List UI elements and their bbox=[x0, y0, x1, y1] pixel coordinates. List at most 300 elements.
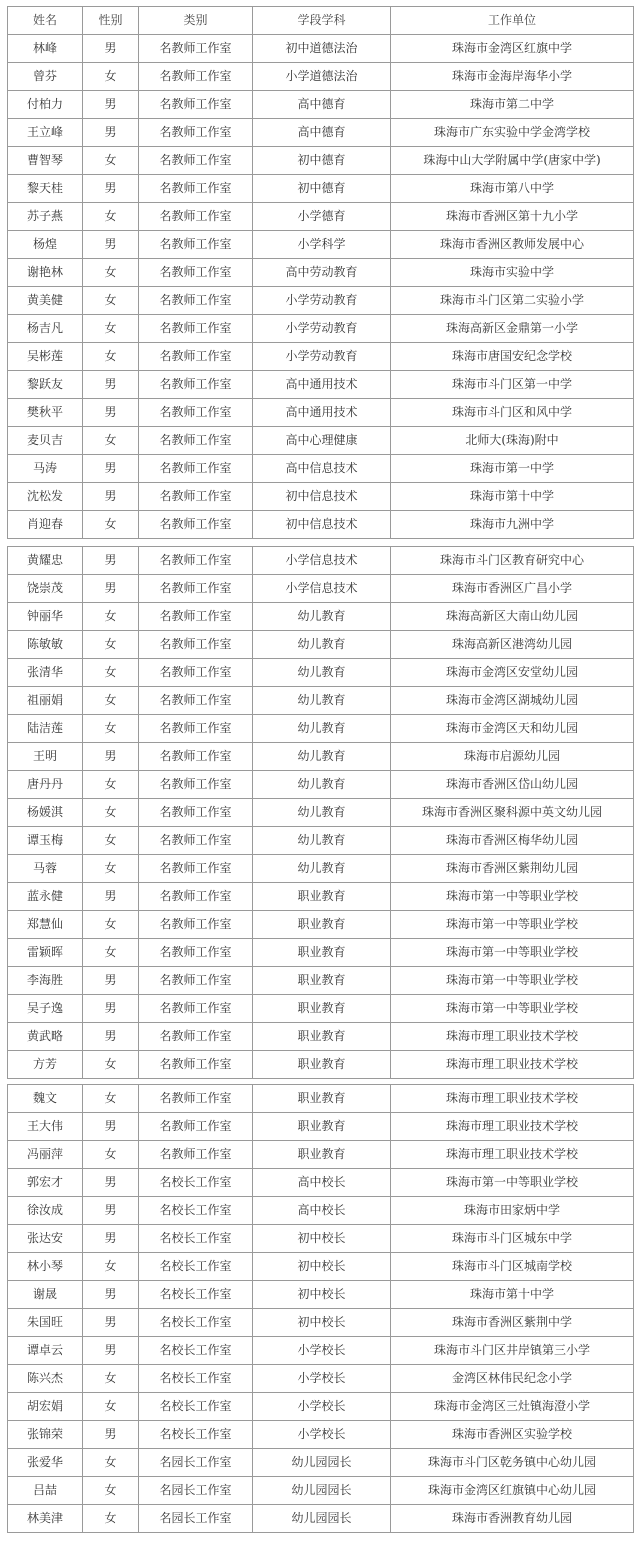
cell-subject: 小学劳动教育 bbox=[253, 315, 391, 343]
cell-workplace: 珠海市广东实验中学金湾学校 bbox=[391, 119, 634, 147]
cell-workplace: 珠海市香洲区聚科源中英文幼儿园 bbox=[391, 799, 634, 827]
cell-workplace: 珠海市香洲区紫荆中学 bbox=[391, 1309, 634, 1337]
table-row bbox=[8, 1309, 634, 1337]
table-row bbox=[8, 883, 634, 911]
cell-category: 名教师工作室 bbox=[139, 799, 253, 827]
cell-category: 名教师工作室 bbox=[139, 827, 253, 855]
cell-workplace: 珠海市斗门区乾务镇中心幼儿园 bbox=[391, 1449, 634, 1477]
cell-gender: 男 bbox=[83, 119, 139, 147]
cell-subject: 高中校长 bbox=[253, 1197, 391, 1225]
cell-name: 马涛 bbox=[8, 455, 83, 483]
table-row bbox=[8, 1421, 634, 1449]
cell-category: 名教师工作室 bbox=[139, 63, 253, 91]
cell-gender: 女 bbox=[83, 771, 139, 799]
cell-workplace: 珠海市金湾区安堂幼儿园 bbox=[391, 659, 634, 687]
cell-subject: 初中德育 bbox=[253, 147, 391, 175]
cell-subject: 小学信息技术 bbox=[253, 575, 391, 603]
cell-subject: 职业教育 bbox=[253, 1085, 391, 1113]
cell-subject: 初中校长 bbox=[253, 1309, 391, 1337]
cell-subject: 小学道德法治 bbox=[253, 63, 391, 91]
cell-category: 名教师工作室 bbox=[139, 547, 253, 575]
cell-gender: 男 bbox=[83, 967, 139, 995]
cell-subject: 高中通用技术 bbox=[253, 371, 391, 399]
table-row bbox=[8, 1365, 634, 1393]
table-row bbox=[8, 315, 634, 343]
cell-subject: 初中信息技术 bbox=[253, 483, 391, 511]
cell-subject: 初中德育 bbox=[253, 175, 391, 203]
table-row bbox=[8, 63, 634, 91]
cell-category: 名教师工作室 bbox=[139, 771, 253, 799]
cell-gender: 女 bbox=[83, 343, 139, 371]
cell-subject: 幼儿园园长 bbox=[253, 1449, 391, 1477]
cell-category: 名园长工作室 bbox=[139, 1505, 253, 1533]
cell-category: 名教师工作室 bbox=[139, 427, 253, 455]
cell-category: 名教师工作室 bbox=[139, 995, 253, 1023]
cell-workplace: 珠海市斗门区井岸镇第三小学 bbox=[391, 1337, 634, 1365]
cell-category: 名教师工作室 bbox=[139, 855, 253, 883]
cell-name: 雷颖晖 bbox=[8, 939, 83, 967]
table-row bbox=[8, 1169, 634, 1197]
table-row bbox=[8, 687, 634, 715]
cell-gender: 女 bbox=[83, 1253, 139, 1281]
cell-gender: 女 bbox=[83, 1477, 139, 1505]
cell-subject: 高中德育 bbox=[253, 119, 391, 147]
cell-name: 马蓉 bbox=[8, 855, 83, 883]
table-row bbox=[8, 1477, 634, 1505]
cell-name: 谭卓云 bbox=[8, 1337, 83, 1365]
cell-category: 名教师工作室 bbox=[139, 1085, 253, 1113]
cell-workplace: 珠海市唐国安纪念学校 bbox=[391, 343, 634, 371]
cell-name: 王大伟 bbox=[8, 1113, 83, 1141]
table-row bbox=[8, 175, 634, 203]
cell-category: 名教师工作室 bbox=[139, 1113, 253, 1141]
table-row bbox=[8, 1253, 634, 1281]
cell-gender: 男 bbox=[83, 1197, 139, 1225]
cell-workplace: 珠海市香洲教育幼儿园 bbox=[391, 1505, 634, 1533]
roster-table-block-1 bbox=[7, 6, 634, 539]
cell-category: 名教师工作室 bbox=[139, 455, 253, 483]
cell-category: 名校长工作室 bbox=[139, 1169, 253, 1197]
cell-workplace: 珠海市金海岸海华小学 bbox=[391, 63, 634, 91]
cell-name: 林美津 bbox=[8, 1505, 83, 1533]
cell-workplace: 珠海市第一中等职业学校 bbox=[391, 1169, 634, 1197]
table-row bbox=[8, 631, 634, 659]
cell-category: 名教师工作室 bbox=[139, 1023, 253, 1051]
cell-subject: 幼儿教育 bbox=[253, 771, 391, 799]
table-row bbox=[8, 1337, 634, 1365]
cell-name: 林峰 bbox=[8, 35, 83, 63]
cell-workplace: 北师大(珠海)附中 bbox=[391, 427, 634, 455]
table-row bbox=[8, 455, 634, 483]
cell-name: 张达安 bbox=[8, 1225, 83, 1253]
cell-workplace: 珠海市斗门区和风中学 bbox=[391, 399, 634, 427]
cell-name: 祖丽娟 bbox=[8, 687, 83, 715]
cell-subject: 小学劳动教育 bbox=[253, 287, 391, 315]
table-row bbox=[8, 1505, 634, 1533]
cell-subject: 高中劳动教育 bbox=[253, 259, 391, 287]
cell-subject: 职业教育 bbox=[253, 1023, 391, 1051]
cell-category: 名教师工作室 bbox=[139, 687, 253, 715]
cell-gender: 女 bbox=[83, 1365, 139, 1393]
table-row bbox=[8, 483, 634, 511]
cell-subject: 职业教育 bbox=[253, 967, 391, 995]
cell-gender: 男 bbox=[83, 575, 139, 603]
cell-category: 名校长工作室 bbox=[139, 1225, 253, 1253]
cell-gender: 男 bbox=[83, 399, 139, 427]
cell-category: 名校长工作室 bbox=[139, 1281, 253, 1309]
cell-subject: 小学校长 bbox=[253, 1421, 391, 1449]
table-row bbox=[8, 967, 634, 995]
cell-name: 吴彬莲 bbox=[8, 343, 83, 371]
cell-category: 名教师工作室 bbox=[139, 315, 253, 343]
cell-category: 名教师工作室 bbox=[139, 483, 253, 511]
cell-category: 名教师工作室 bbox=[139, 343, 253, 371]
table-row bbox=[8, 1225, 634, 1253]
cell-name: 吕喆 bbox=[8, 1477, 83, 1505]
cell-workplace: 珠海市斗门区城东中学 bbox=[391, 1225, 634, 1253]
cell-gender: 男 bbox=[83, 743, 139, 771]
table-row bbox=[8, 399, 634, 427]
cell-category: 名教师工作室 bbox=[139, 91, 253, 119]
cell-workplace: 珠海市香洲区梅华幼儿园 bbox=[391, 827, 634, 855]
cell-gender: 男 bbox=[83, 1169, 139, 1197]
cell-workplace: 珠海市金湾区天和幼儿园 bbox=[391, 715, 634, 743]
cell-subject: 高中校长 bbox=[253, 1169, 391, 1197]
cell-name: 徐汝成 bbox=[8, 1197, 83, 1225]
cell-category: 名教师工作室 bbox=[139, 35, 253, 63]
cell-gender: 男 bbox=[83, 995, 139, 1023]
roster-table-block-2 bbox=[7, 546, 634, 1079]
cell-subject: 小学德育 bbox=[253, 203, 391, 231]
cell-category: 名教师工作室 bbox=[139, 575, 253, 603]
cell-name: 杨媛淇 bbox=[8, 799, 83, 827]
cell-workplace: 珠海市斗门区第二实验小学 bbox=[391, 287, 634, 315]
cell-workplace: 珠海市香洲区紫荆幼儿园 bbox=[391, 855, 634, 883]
cell-name: 苏子燕 bbox=[8, 203, 83, 231]
cell-category: 名校长工作室 bbox=[139, 1197, 253, 1225]
cell-subject: 小学信息技术 bbox=[253, 547, 391, 575]
cell-name: 胡宏娟 bbox=[8, 1393, 83, 1421]
cell-gender: 女 bbox=[83, 427, 139, 455]
cell-name: 谢艳林 bbox=[8, 259, 83, 287]
table-row bbox=[8, 1085, 634, 1113]
cell-workplace: 珠海市理工职业技术学校 bbox=[391, 1085, 634, 1113]
cell-name: 朱国旺 bbox=[8, 1309, 83, 1337]
header-workplace: 工作单位 bbox=[391, 7, 634, 35]
cell-gender: 男 bbox=[83, 175, 139, 203]
cell-gender: 女 bbox=[83, 631, 139, 659]
cell-gender: 女 bbox=[83, 203, 139, 231]
cell-workplace: 珠海市第十中学 bbox=[391, 483, 634, 511]
cell-name: 黄耀忠 bbox=[8, 547, 83, 575]
cell-subject: 高中德育 bbox=[253, 91, 391, 119]
cell-name: 钟丽华 bbox=[8, 603, 83, 631]
table-row bbox=[8, 1281, 634, 1309]
table-row bbox=[8, 995, 634, 1023]
cell-workplace: 珠海高新区大南山幼儿园 bbox=[391, 603, 634, 631]
cell-category: 名校长工作室 bbox=[139, 1421, 253, 1449]
cell-workplace: 珠海市香洲区教师发展中心 bbox=[391, 231, 634, 259]
table-row bbox=[8, 1023, 634, 1051]
table-row bbox=[8, 939, 634, 967]
cell-name: 张清华 bbox=[8, 659, 83, 687]
table-row bbox=[8, 1051, 634, 1079]
cell-workplace: 珠海市斗门区教育研究中心 bbox=[391, 547, 634, 575]
cell-gender: 女 bbox=[83, 147, 139, 175]
cell-name: 曹智琴 bbox=[8, 147, 83, 175]
header-gender: 性别 bbox=[83, 7, 139, 35]
cell-workplace: 珠海市金湾区三灶镇海澄小学 bbox=[391, 1393, 634, 1421]
cell-category: 名教师工作室 bbox=[139, 175, 253, 203]
table-row bbox=[8, 343, 634, 371]
table-row bbox=[8, 91, 634, 119]
cell-workplace: 珠海市第一中等职业学校 bbox=[391, 939, 634, 967]
cell-gender: 女 bbox=[83, 855, 139, 883]
cell-gender: 男 bbox=[83, 35, 139, 63]
cell-category: 名教师工作室 bbox=[139, 631, 253, 659]
cell-subject: 小学科学 bbox=[253, 231, 391, 259]
cell-subject: 幼儿教育 bbox=[253, 855, 391, 883]
table-row bbox=[8, 1141, 634, 1169]
cell-gender: 女 bbox=[83, 603, 139, 631]
cell-subject: 高中心理健康 bbox=[253, 427, 391, 455]
cell-subject: 职业教育 bbox=[253, 1113, 391, 1141]
cell-gender: 女 bbox=[83, 1141, 139, 1169]
cell-category: 名教师工作室 bbox=[139, 911, 253, 939]
cell-category: 名教师工作室 bbox=[139, 231, 253, 259]
table-row bbox=[8, 827, 634, 855]
cell-subject: 初中校长 bbox=[253, 1225, 391, 1253]
cell-gender: 女 bbox=[83, 687, 139, 715]
cell-workplace: 珠海市斗门区第一中学 bbox=[391, 371, 634, 399]
cell-name: 麦贝吉 bbox=[8, 427, 83, 455]
cell-gender: 男 bbox=[83, 483, 139, 511]
cell-subject: 幼儿教育 bbox=[253, 799, 391, 827]
cell-category: 名教师工作室 bbox=[139, 659, 253, 687]
cell-category: 名校长工作室 bbox=[139, 1309, 253, 1337]
table-row bbox=[8, 799, 634, 827]
table-row bbox=[8, 911, 634, 939]
cell-workplace: 珠海中山大学附属中学(唐家中学) bbox=[391, 147, 634, 175]
cell-category: 名教师工作室 bbox=[139, 119, 253, 147]
cell-workplace: 珠海市第一中等职业学校 bbox=[391, 995, 634, 1023]
cell-name: 郭宏才 bbox=[8, 1169, 83, 1197]
cell-category: 名教师工作室 bbox=[139, 259, 253, 287]
table-row bbox=[8, 287, 634, 315]
cell-name: 付柏力 bbox=[8, 91, 83, 119]
cell-subject: 初中道德法治 bbox=[253, 35, 391, 63]
cell-category: 名校长工作室 bbox=[139, 1393, 253, 1421]
cell-workplace: 金湾区林伟民纪念小学 bbox=[391, 1365, 634, 1393]
cell-name: 杨吉凡 bbox=[8, 315, 83, 343]
cell-workplace: 珠海市金湾区红旗镇中心幼儿园 bbox=[391, 1477, 634, 1505]
table-row bbox=[8, 259, 634, 287]
cell-name: 魏文 bbox=[8, 1085, 83, 1113]
cell-category: 名教师工作室 bbox=[139, 1141, 253, 1169]
cell-subject: 小学校长 bbox=[253, 1365, 391, 1393]
cell-gender: 女 bbox=[83, 1449, 139, 1477]
cell-workplace: 珠海市第十中学 bbox=[391, 1281, 634, 1309]
cell-gender: 男 bbox=[83, 1281, 139, 1309]
cell-subject: 小学校长 bbox=[253, 1337, 391, 1365]
cell-gender: 女 bbox=[83, 715, 139, 743]
cell-name: 方芳 bbox=[8, 1051, 83, 1079]
cell-subject: 幼儿教育 bbox=[253, 603, 391, 631]
table-row bbox=[8, 427, 634, 455]
cell-name: 陆洁莲 bbox=[8, 715, 83, 743]
table-row bbox=[8, 659, 634, 687]
cell-name: 谢晟 bbox=[8, 1281, 83, 1309]
cell-gender: 女 bbox=[83, 1051, 139, 1079]
cell-subject: 幼儿教育 bbox=[253, 743, 391, 771]
cell-name: 吴子逸 bbox=[8, 995, 83, 1023]
cell-name: 张锦荣 bbox=[8, 1421, 83, 1449]
cell-name: 唐丹丹 bbox=[8, 771, 83, 799]
cell-subject: 幼儿教育 bbox=[253, 659, 391, 687]
table-row bbox=[8, 231, 634, 259]
header-category: 类别 bbox=[139, 7, 253, 35]
cell-name: 陈敏敏 bbox=[8, 631, 83, 659]
cell-gender: 女 bbox=[83, 63, 139, 91]
cell-gender: 女 bbox=[83, 911, 139, 939]
cell-workplace: 珠海市第一中学 bbox=[391, 455, 634, 483]
cell-category: 名园长工作室 bbox=[139, 1477, 253, 1505]
cell-category: 名园长工作室 bbox=[139, 1449, 253, 1477]
cell-gender: 女 bbox=[83, 1505, 139, 1533]
cell-category: 名教师工作室 bbox=[139, 743, 253, 771]
cell-name: 曾芬 bbox=[8, 63, 83, 91]
cell-workplace: 珠海市第一中等职业学校 bbox=[391, 883, 634, 911]
cell-gender: 男 bbox=[83, 1225, 139, 1253]
cell-gender: 男 bbox=[83, 1309, 139, 1337]
cell-name: 饶崇茂 bbox=[8, 575, 83, 603]
cell-subject: 职业教育 bbox=[253, 1051, 391, 1079]
cell-name: 黄武略 bbox=[8, 1023, 83, 1051]
table-row bbox=[8, 715, 634, 743]
cell-category: 名教师工作室 bbox=[139, 287, 253, 315]
cell-name: 樊秋平 bbox=[8, 399, 83, 427]
cell-gender: 男 bbox=[83, 883, 139, 911]
cell-category: 名教师工作室 bbox=[139, 603, 253, 631]
cell-workplace: 珠海高新区港湾幼儿园 bbox=[391, 631, 634, 659]
cell-workplace: 珠海市理工职业技术学校 bbox=[391, 1023, 634, 1051]
table-row bbox=[8, 603, 634, 631]
header-subject: 学段学科 bbox=[253, 7, 391, 35]
cell-subject: 职业教育 bbox=[253, 1141, 391, 1169]
cell-subject: 职业教育 bbox=[253, 883, 391, 911]
cell-category: 名教师工作室 bbox=[139, 939, 253, 967]
cell-subject: 职业教育 bbox=[253, 995, 391, 1023]
table-row bbox=[8, 547, 634, 575]
cell-gender: 女 bbox=[83, 799, 139, 827]
cell-workplace: 珠海市香洲区岱山幼儿园 bbox=[391, 771, 634, 799]
cell-gender: 女 bbox=[83, 511, 139, 539]
table-row bbox=[8, 575, 634, 603]
cell-workplace: 珠海市第八中学 bbox=[391, 175, 634, 203]
cell-gender: 男 bbox=[83, 1337, 139, 1365]
cell-workplace: 珠海市香洲区第十九小学 bbox=[391, 203, 634, 231]
table-row bbox=[8, 771, 634, 799]
cell-name: 张爱华 bbox=[8, 1449, 83, 1477]
cell-gender: 男 bbox=[83, 455, 139, 483]
cell-workplace: 珠海市九洲中学 bbox=[391, 511, 634, 539]
cell-gender: 女 bbox=[83, 259, 139, 287]
cell-name: 杨煌 bbox=[8, 231, 83, 259]
table-row bbox=[8, 119, 634, 147]
cell-gender: 男 bbox=[83, 91, 139, 119]
cell-subject: 幼儿园园长 bbox=[253, 1477, 391, 1505]
cell-name: 郑慧仙 bbox=[8, 911, 83, 939]
cell-name: 黎跃友 bbox=[8, 371, 83, 399]
cell-workplace: 珠海市理工职业技术学校 bbox=[391, 1141, 634, 1169]
cell-name: 黎天桂 bbox=[8, 175, 83, 203]
cell-name: 黄美健 bbox=[8, 287, 83, 315]
table-row bbox=[8, 1197, 634, 1225]
cell-subject: 幼儿教育 bbox=[253, 687, 391, 715]
cell-name: 谭玉梅 bbox=[8, 827, 83, 855]
cell-subject: 初中校长 bbox=[253, 1281, 391, 1309]
cell-workplace: 珠海市实验中学 bbox=[391, 259, 634, 287]
header-name: 姓名 bbox=[8, 7, 83, 35]
header-row bbox=[8, 7, 634, 35]
cell-category: 名校长工作室 bbox=[139, 1253, 253, 1281]
cell-subject: 小学校长 bbox=[253, 1393, 391, 1421]
cell-gender: 男 bbox=[83, 547, 139, 575]
cell-subject: 幼儿园园长 bbox=[253, 1505, 391, 1533]
cell-name: 沈松发 bbox=[8, 483, 83, 511]
cell-subject: 幼儿教育 bbox=[253, 827, 391, 855]
cell-gender: 女 bbox=[83, 1085, 139, 1113]
cell-workplace: 珠海市金湾区湖城幼儿园 bbox=[391, 687, 634, 715]
table-row bbox=[8, 511, 634, 539]
cell-subject: 高中信息技术 bbox=[253, 455, 391, 483]
cell-gender: 女 bbox=[83, 315, 139, 343]
cell-category: 名教师工作室 bbox=[139, 371, 253, 399]
table-row bbox=[8, 1113, 634, 1141]
cell-name: 李海胜 bbox=[8, 967, 83, 995]
cell-name: 王立峰 bbox=[8, 119, 83, 147]
cell-subject: 幼儿教育 bbox=[253, 715, 391, 743]
roster-table-block-3 bbox=[7, 1084, 634, 1533]
cell-workplace: 珠海市金湾区红旗中学 bbox=[391, 35, 634, 63]
cell-gender: 女 bbox=[83, 827, 139, 855]
cell-subject: 小学劳动教育 bbox=[253, 343, 391, 371]
table-row bbox=[8, 35, 634, 63]
table-row bbox=[8, 203, 634, 231]
cell-category: 名教师工作室 bbox=[139, 203, 253, 231]
cell-name: 王明 bbox=[8, 743, 83, 771]
table-row bbox=[8, 147, 634, 175]
cell-workplace: 珠海市第二中学 bbox=[391, 91, 634, 119]
cell-category: 名教师工作室 bbox=[139, 399, 253, 427]
table-row bbox=[8, 1449, 634, 1477]
cell-name: 冯丽萍 bbox=[8, 1141, 83, 1169]
cell-subject: 初中校长 bbox=[253, 1253, 391, 1281]
cell-category: 名校长工作室 bbox=[139, 1337, 253, 1365]
cell-name: 陈兴杰 bbox=[8, 1365, 83, 1393]
cell-category: 名教师工作室 bbox=[139, 511, 253, 539]
cell-category: 名教师工作室 bbox=[139, 147, 253, 175]
cell-gender: 女 bbox=[83, 659, 139, 687]
cell-workplace: 珠海市第一中等职业学校 bbox=[391, 967, 634, 995]
cell-gender: 男 bbox=[83, 1023, 139, 1051]
cell-subject: 职业教育 bbox=[253, 939, 391, 967]
cell-gender: 男 bbox=[83, 231, 139, 259]
table-row bbox=[8, 371, 634, 399]
cell-gender: 男 bbox=[83, 1421, 139, 1449]
table-row bbox=[8, 743, 634, 771]
cell-subject: 高中通用技术 bbox=[253, 399, 391, 427]
